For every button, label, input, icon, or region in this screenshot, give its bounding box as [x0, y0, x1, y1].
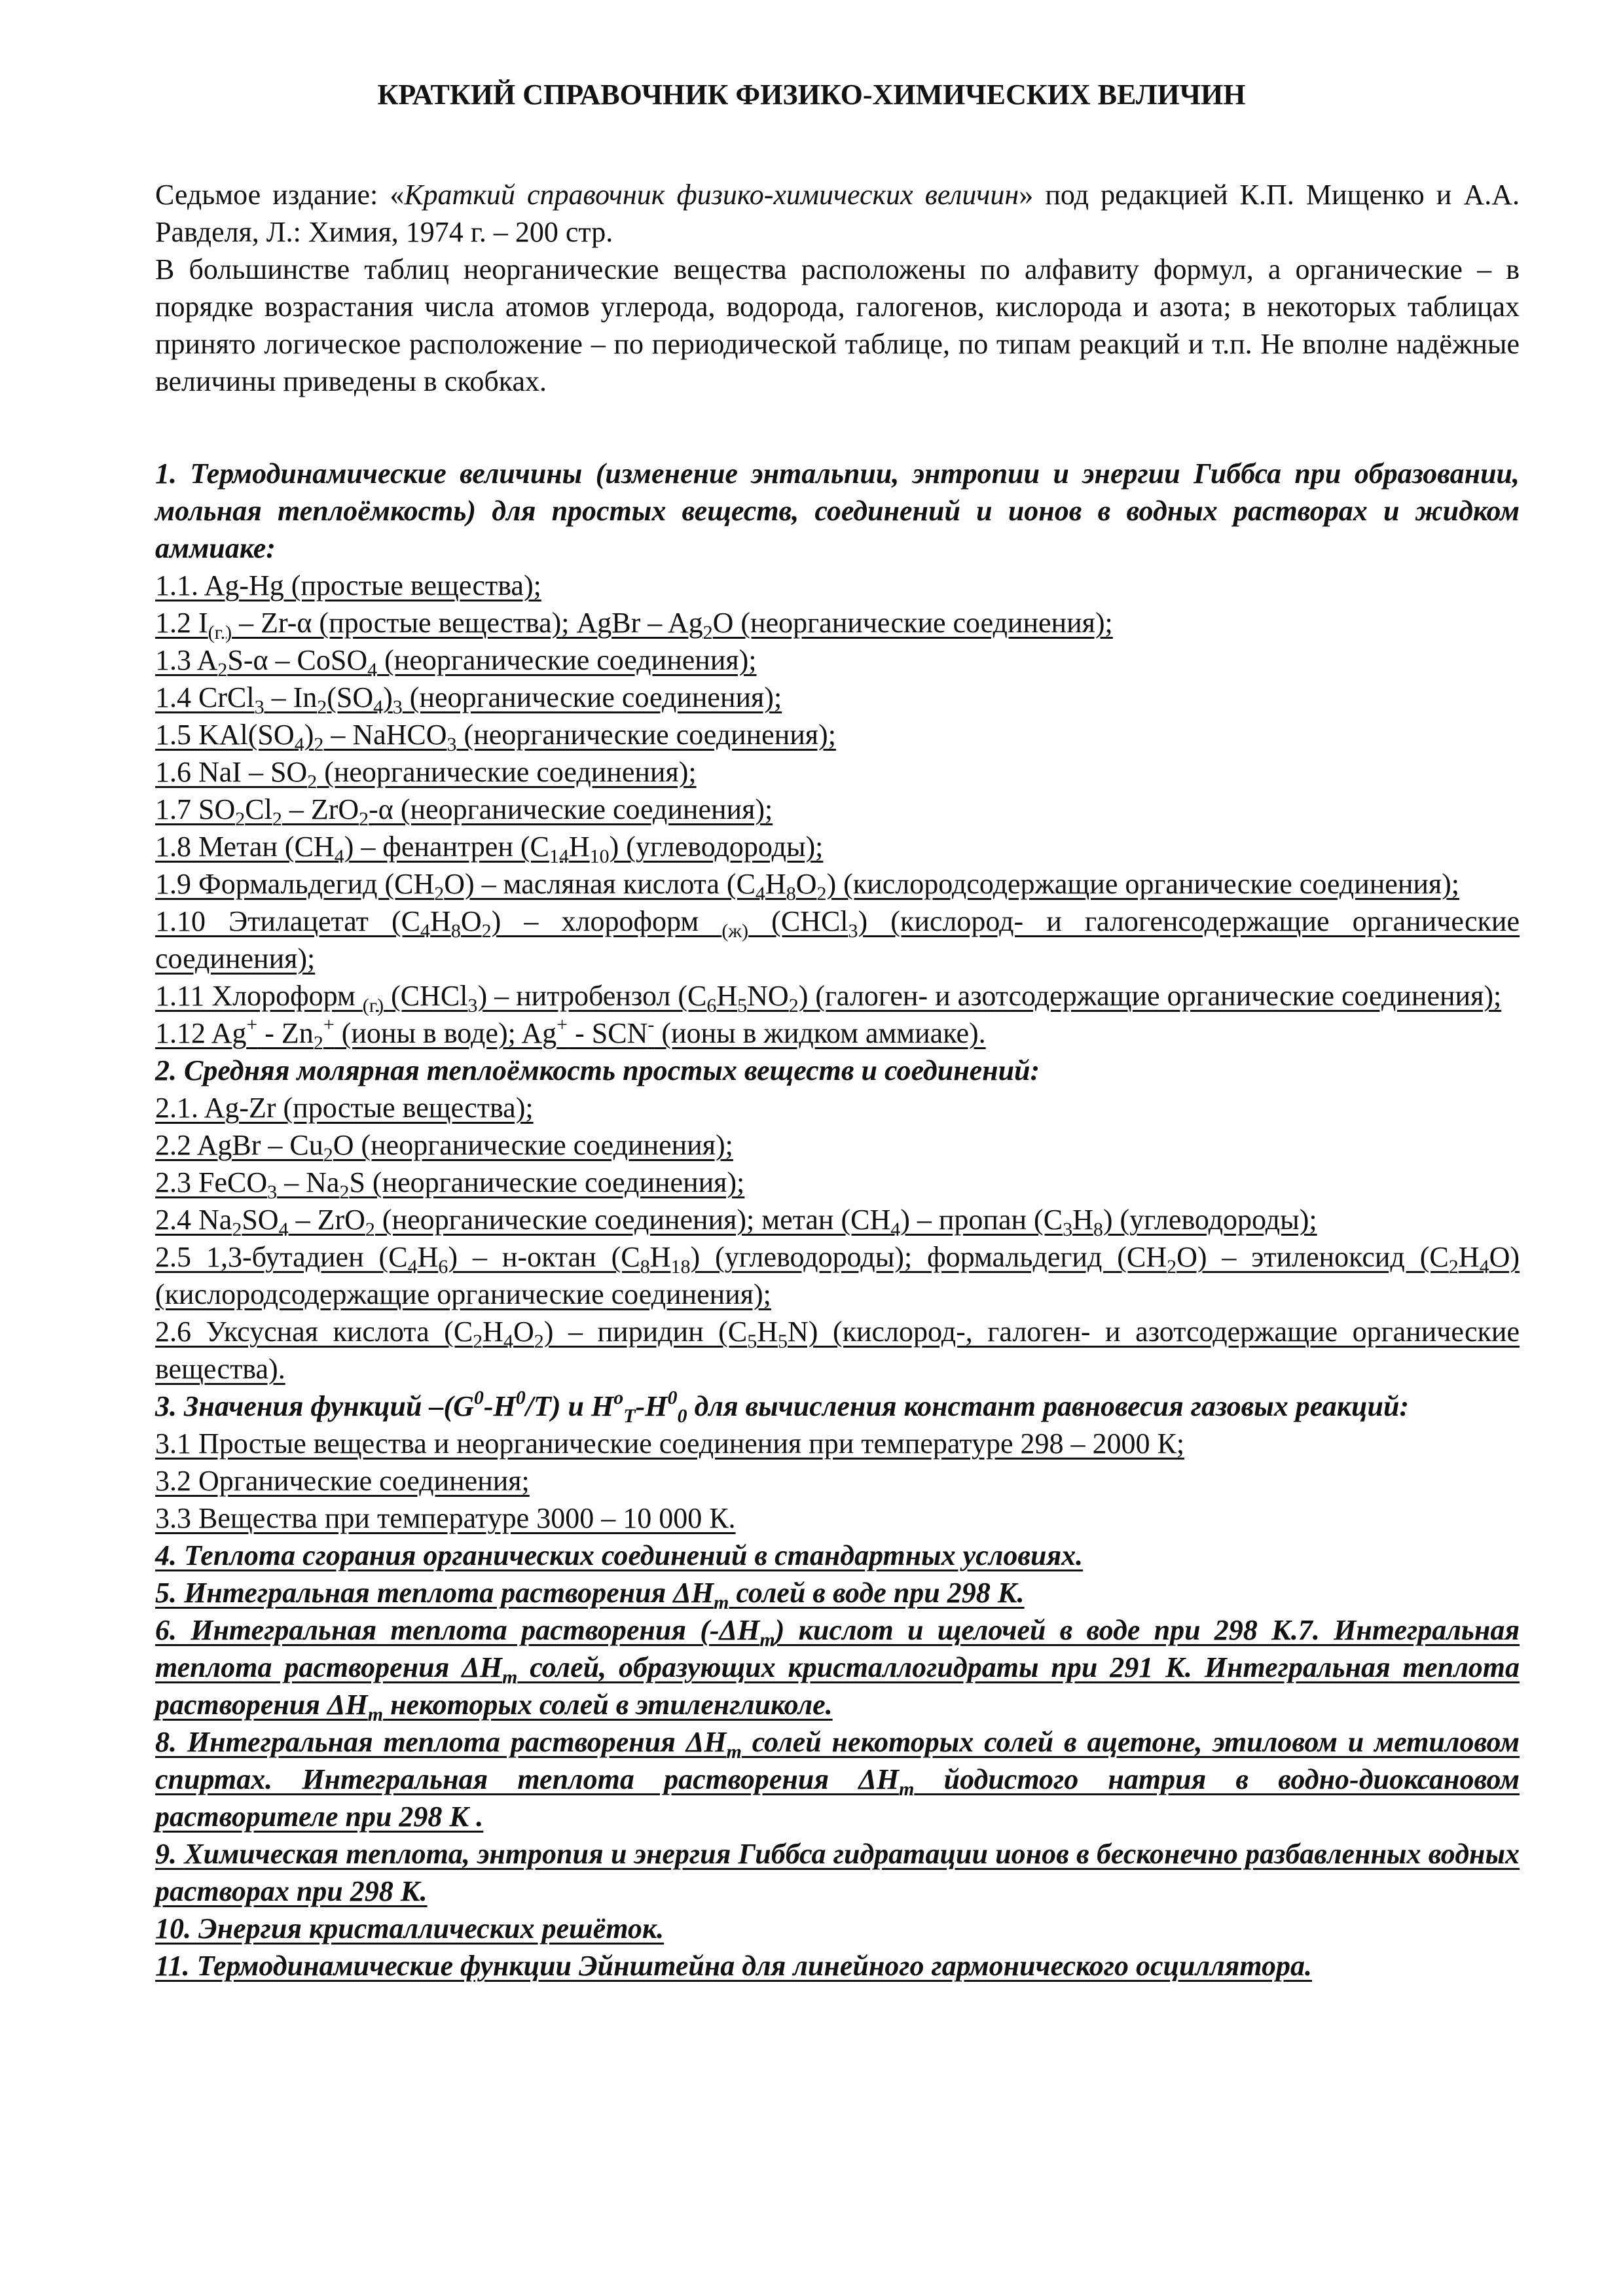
section-heading-3: 3. Значения функций $-(G^0-H^0/T)$ и $H^o_T-H^0_0$ для вычисления констант равновесия газовых реакций:	[155, 1387, 1410, 1427]
toc-item[interactable]: 1.7 $SO_2Cl_2 - ZrO_2-\alpha$ (неорганические соединения);	[155, 793, 773, 830]
page-title: КРАТКИЙ СПРАВОЧНИК ФИЗИКО-ХИМИЧЕСКИХ ВЕЛИЧИН	[377, 79, 1246, 111]
toc-item[interactable]: 1.4 CrCl$_3$ – $In_2(SO_4)_3$ (неорганические соединения);	[155, 681, 782, 718]
intro-description: В большинстве таблиц неорганические вещества расположены по алфавиту формул, а органические – в порядке возрастания числа атомов углерода, водорода, галогенов, кислорода и азота; в некоторых таблицах принято логическое расположение – по периодической таблице, по типам реакций и т.п. Не вполне надёжные величины приведены в скобках.	[155, 253, 1520, 397]
toc-item[interactable]: 1.1. Ag-Hg (простые вещества);	[155, 569, 541, 601]
toc-item[interactable]: 2.6 Уксусная кислота $(C_2H_4O_2)$ – пиридин $(C_5H_5N)$ (кислород-, галоген- и азотсодержащие органические вещества).	[155, 1316, 1520, 1385]
section-heading-6[interactable]: 6. Интегральная теплота растворения $(-\Delta H_m)$ кислот и щелочей в воде при 298 К.7. Интегральная теплота растворения $\Delta H_m$ солей, образующих кристаллогидраты при 291 К. Интегральная теплота растворения $\Delta H_m$ некоторых солей в этиленгликоле.	[155, 1614, 1520, 1725]
toc-item[interactable]: 1.11 Хлороформ $_{(г)}$ (CHCl$_3$) – нитробензол $(C_6H_5NO_2)$ (галоген- и азотсодержащие органические соединения);	[155, 980, 1502, 1016]
toc-item[interactable]: 2.2 AgBr – $Cu_2O$ (неорганические соединения);	[155, 1129, 733, 1166]
toc-item[interactable]: 3.1 Простые вещества и неорганические соединения при температуре 298 – 2000 К;	[155, 1427, 1185, 1460]
toc-item[interactable]: 2.4 $Na_2SO_4 - ZrO_2$ (неорганические соединения); метан $(CH_4)$ – пропан $(C_3H_8)$ (углеводороды);	[155, 1204, 1317, 1240]
section-heading-5[interactable]: 5. Интегральная теплота растворения $\Delta H_m$ солей в воде при 298 К.	[155, 1577, 1025, 1613]
toc-item[interactable]: 1.9 Формальдегид $(CH_2O)$ – масляная кислота $(C_4H_8O_2)$ (кислородсодержащие органические соединения);	[155, 868, 1460, 905]
toc-item[interactable]: 2.5 1,3-бутадиен $(C_4H_6)$ – н-октан $(C_8H_{18})$ (углеводороды); формальдегид $(CH_2O)$ – этиленоксид $(C_2H_4O)$ (кислородсодержащие органические соединения);	[155, 1241, 1520, 1310]
toc-item[interactable]: 1.12 $Ag^+ - Zn_2^+$ (ионы в воде); Ag+ - SCN- (ионы в жидком аммиаке).	[155, 1014, 986, 1054]
section-heading-11[interactable]: 11. Термодинамические функции Эйнштейна для линейного гармонического осциллятора.	[155, 1950, 1312, 1982]
toc-item[interactable]: 3.2 Органические соединения;	[155, 1465, 530, 1497]
toc-item[interactable]: 2.3 FeCO$_3$ – $Na_2S$ (неорганические соединения);	[155, 1166, 745, 1203]
intro-block	[155, 176, 1520, 400]
table-of-contents	[155, 455, 1520, 1984]
edition-citation: Седьмое издание: «Краткий справочник физико-химических величин» под редакцией К.П. Мищенко и А.А. Равделя, Л.: Химия, 1974 г. – 200 стр.	[155, 179, 1520, 248]
toc-item[interactable]: 1.2 $I_{(г.)} - Zr-\alpha$ (простые вещества); AgBr – $Ag_2O$ (неорганические соединения);	[155, 607, 1113, 643]
toc-item[interactable]: 1.10 Этилацетат $(C_4H_8O_2)$ – хлороформ $_{(ж)}$ (CHCl$_3$) (кислород- и галогенсодержащие органические соединения);	[155, 905, 1520, 975]
section-heading-9[interactable]: 9. Химическая теплота, энтропия и энергия Гиббса гидратации ионов в бесконечно разбавленных водных растворах при 298 К.	[155, 1838, 1520, 1907]
section-heading-4[interactable]: 4. Теплота сгорания органических соединений в стандартных условиях.	[155, 1539, 1084, 1571]
toc-item[interactable]: 2.1. Ag-Zr (простые вещества);	[155, 1092, 534, 1124]
section-heading-8[interactable]: 8. Интегральная теплота растворения $\Delta H_m$ солей некоторых солей в ацетоне, этиловом и метиловом спиртах. Интегральная теплота растворения $\Delta H_m$ йодистого натрия в водно-диоксановом растворителе при 298 К .	[155, 1726, 1520, 1833]
toc-item[interactable]: 1.6 NaI – $SO_2$ (неорганические соединения);	[155, 756, 697, 793]
toc-item[interactable]: 1.3 $A_2S-\alpha$ – CoSO$_4$ (неорганические соединения);	[155, 644, 757, 681]
section-heading-1: 1. Термодинамические величины (изменение энтальпии, энтропии и энергии Гиббса при образовании, мольная теплоёмкость) для простых веществ, соединений и ионов в водных растворах и жидком аммиаке:	[155, 457, 1520, 564]
section-heading-2: 2. Средняя молярная теплоёмкость простых веществ и соединений:	[155, 1054, 1040, 1086]
book-title: Краткий справочник физико-химических величин	[404, 179, 1019, 211]
toc-item[interactable]: 1.5 $KAl(SO_4)_2$ – NaHCO$_3$ (неорганические соединения);	[155, 719, 836, 755]
toc-item[interactable]: 1.8 Метан $(CH_4)$ – фенантрен $(C_{14}H_{10})$ (углеводороды);	[155, 831, 824, 867]
section-heading-10[interactable]: 10. Энергия кристаллических решёток.	[155, 1912, 665, 1945]
toc-item[interactable]: 3.3 Вещества при температуре 3000 – 10 000 К.	[155, 1502, 736, 1534]
